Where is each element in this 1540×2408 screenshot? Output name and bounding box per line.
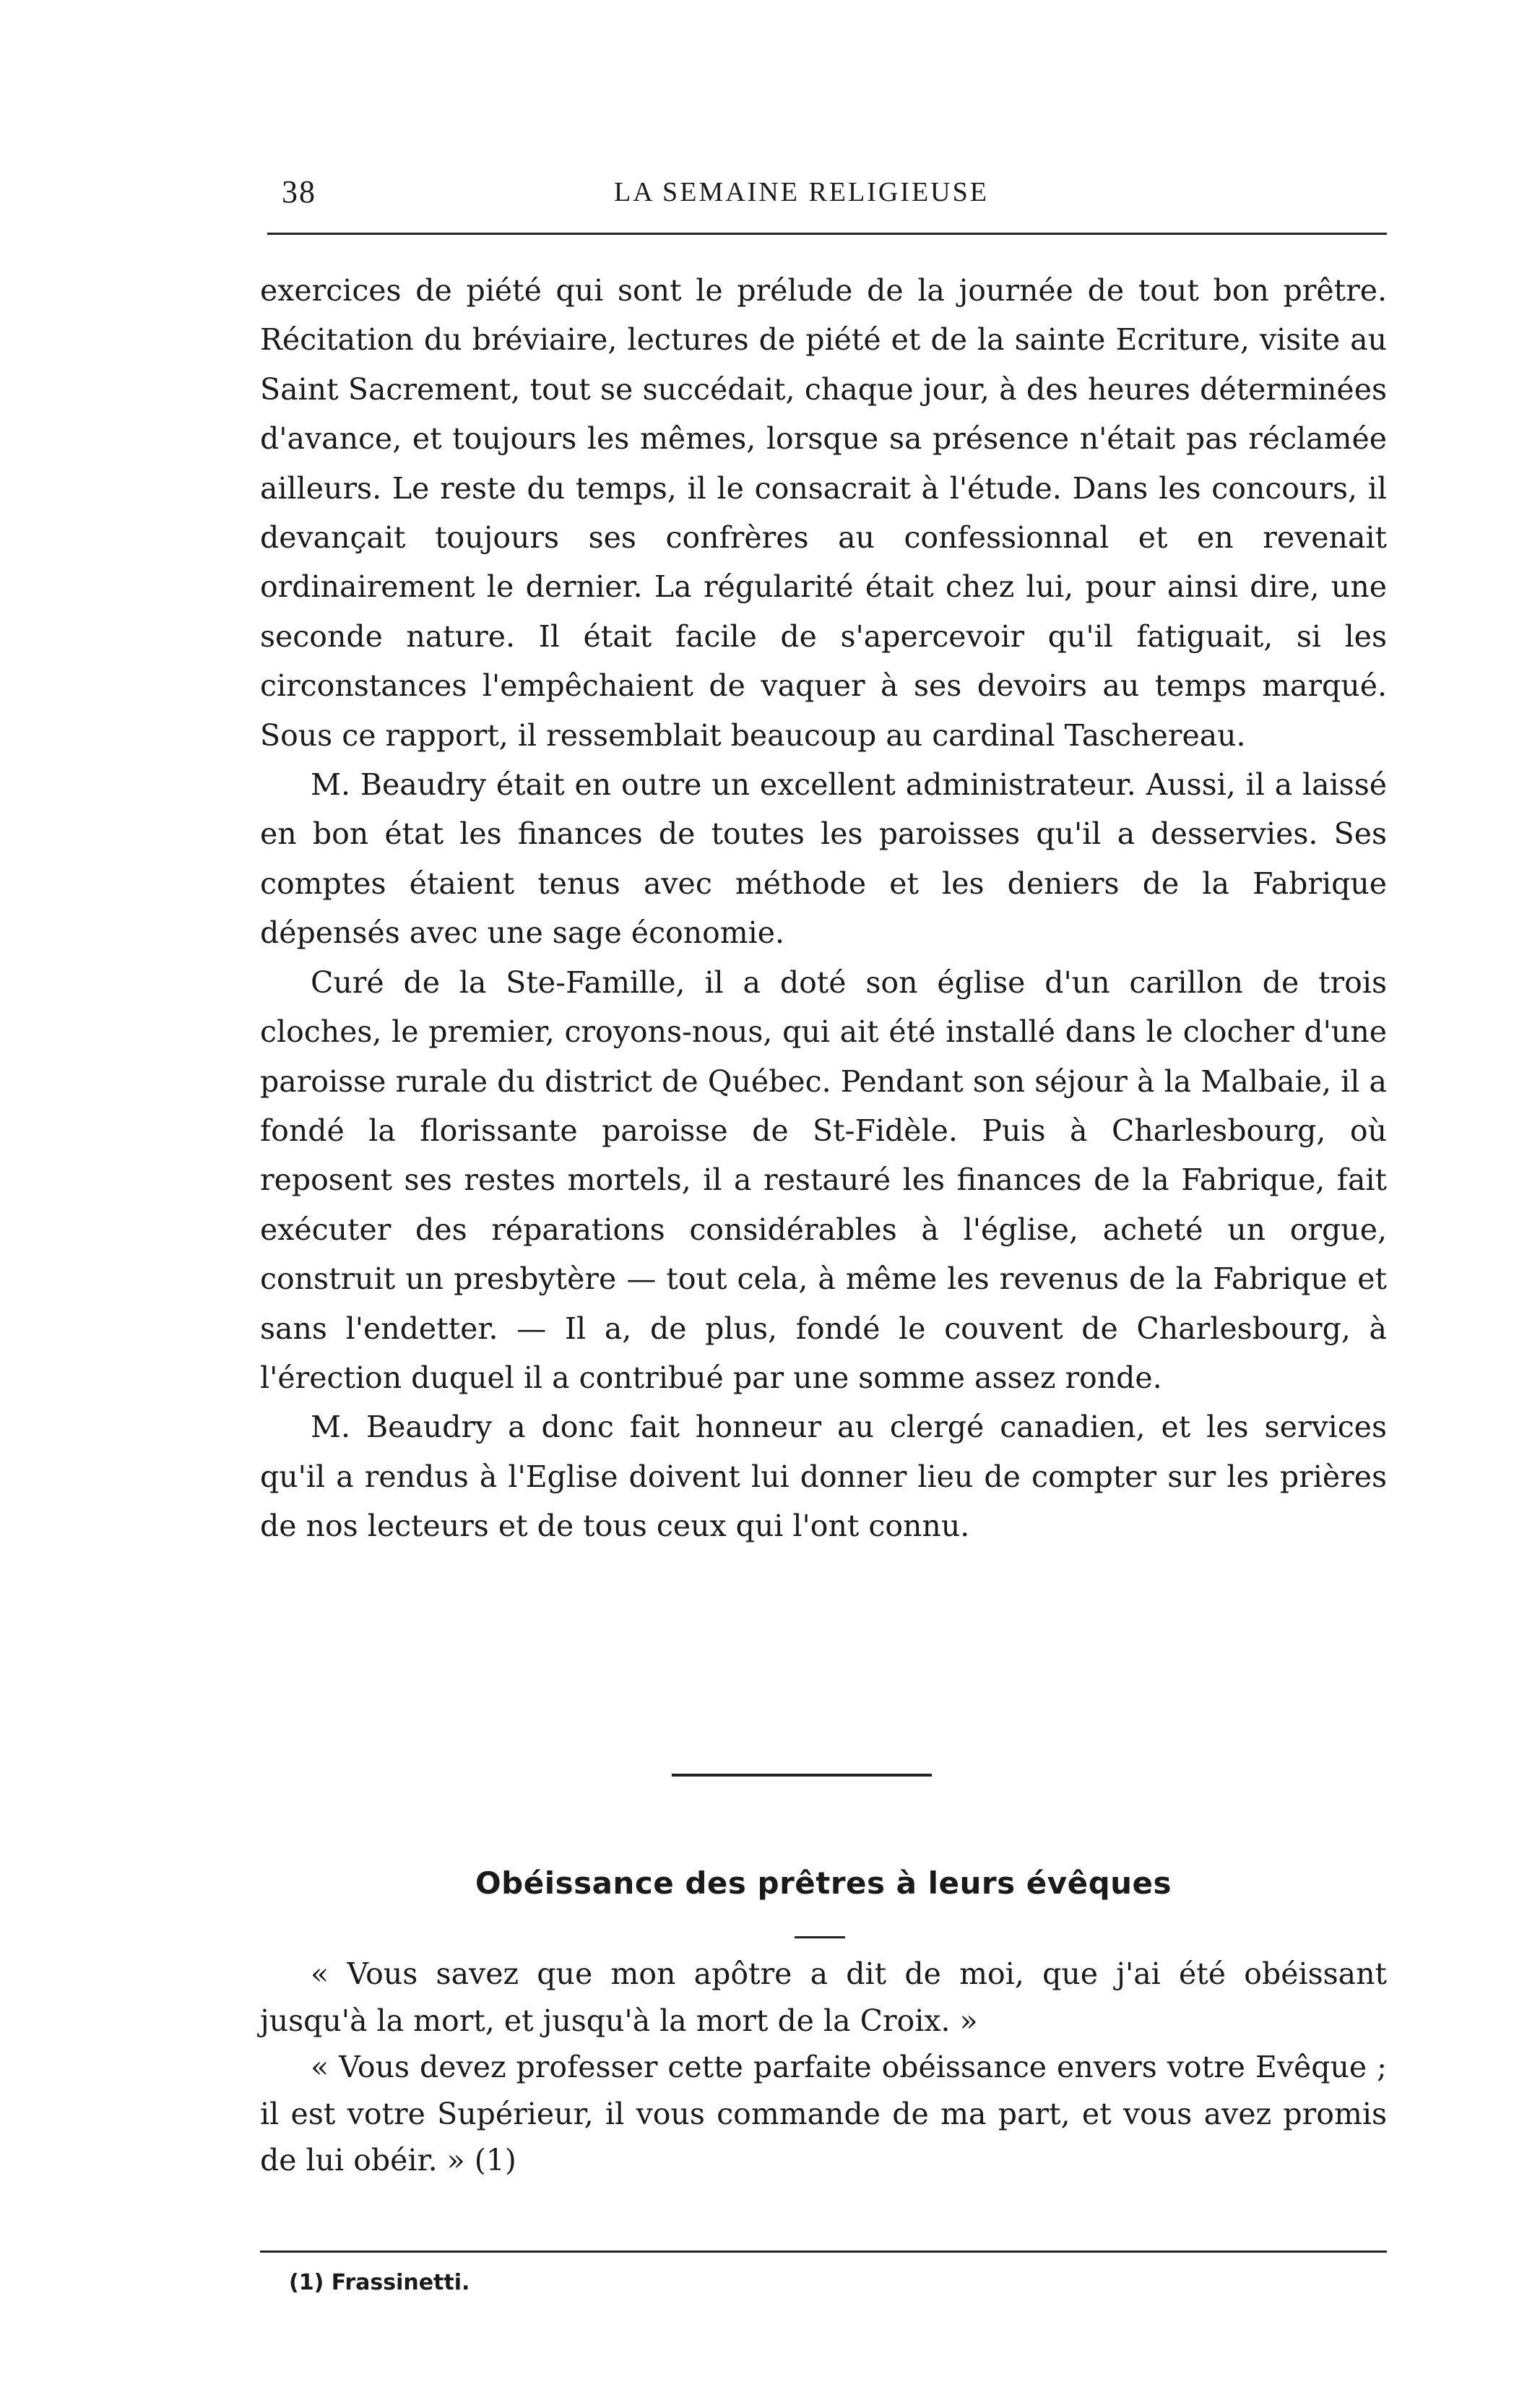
article-body	[260, 266, 1387, 1551]
section-divider	[672, 1774, 932, 1777]
journal-title: LA SEMAINE RELIGIEUSE	[614, 177, 989, 207]
quote-paragraph: « Vous savez que mon apôtre a dit de moi, que j'ai été obéissant jusqu'à la mort, et jusqu'à la mort de la Croix. »	[260, 1956, 1387, 2038]
paragraph: M. Beaudry a donc fait honneur au clergé canadien, et les services qu'il a rendus à l'Eglise doivent lui donner lieu de compter sur les prières de nos lecteurs et de tous ceux qui l'ont connu.	[260, 1410, 1387, 1544]
paragraph: exercices de piété qui sont le prélude de la journée de tout bon prêtre. Récitation du bréviaire, lectures de piété et de la sainte Ecriture, visite au Saint Sacrement, tout se succédait, chaque jour, à des heures déterminées d'avance, et toujours les mêmes, lorsque sa présence n'était pas réclamée ailleurs. Le reste du temps, il le consacrait à l'étude. Dans les concours, il devançait toujours ses confrères au confessionnal et en revenait ordinairement le dernier. La régularité était chez lui, pour ainsi dire, une seconde nature. Il était facile de s'apercevoir qu'il fatiguait, si les circonstances l'empêchaient de vaquer à ses devoirs au temps marqué. Sous ce rapport, il ressemblait beaucoup au cardinal Taschereau.	[260, 273, 1387, 753]
running-head	[260, 173, 1387, 224]
title-dash	[795, 1936, 845, 1938]
section-title: Obéissance des prêtres à leurs évêques	[475, 1865, 1172, 1901]
document-page	[260, 173, 1387, 2341]
footnote: (1) Frassinetti.	[289, 2270, 470, 2295]
footnote-rule	[260, 2251, 1387, 2253]
paragraph: M. Beaudry était en outre un excellent administrateur. Aussi, il a laissé en bon état les finances de toutes les paroisses qu'il a desservies. Ses comptes étaient tenus avec méthode et les deniers de la Fabrique dépensés avec une sage économie.	[260, 767, 1387, 951]
quotes-body	[260, 1951, 1387, 2184]
paragraph: Curé de la Ste-Famille, il a doté son église d'un carillon de trois cloches, le premier, croyons-nous, qui ait été installé dans le clocher d'une paroisse rurale du district de Québec. Pendant son séjour à la Malbaie, il a fondé la florissante paroisse de St-Fidèle. Puis à Charlesbourg, où reposent ses restes mortels, il a restauré les finances de la Fabrique, fait exécuter des réparations considérables à l'église, acheté un orgue, construit un presbytère — tout cela, à même les revenus de la Fabrique et sans l'endetter. — Il a, de plus, fondé le couvent de Charlesbourg, à l'érection duquel il a contribué par une somme assez ronde.	[260, 965, 1387, 1395]
header-rule	[267, 233, 1387, 235]
page-number: 38	[282, 174, 316, 210]
quote-paragraph: « Vous devez professer cette parfaite obéissance envers votre Evêque ; il est votre Supérieur, il vous commande de ma part, et vous avez promis de lui obéir. » (1)	[260, 2050, 1387, 2178]
